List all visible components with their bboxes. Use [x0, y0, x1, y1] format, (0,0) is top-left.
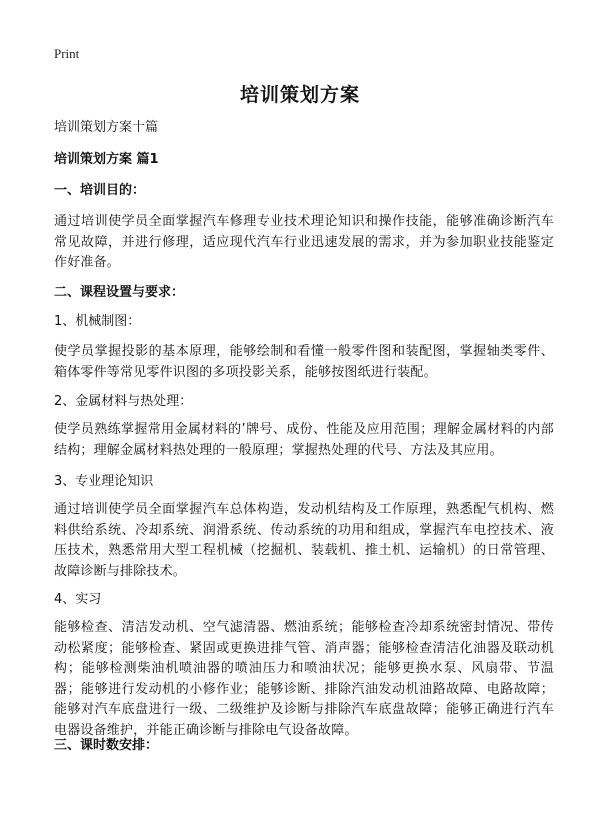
section3-heading: 三、课时数安排：	[54, 738, 159, 753]
document-title: 培训策划方案	[239, 84, 360, 106]
item1-paragraph: 使学员掌握投影的基本原理，能够绘制和看懂一般零件图和装配图，掌握轴类零件、箱体零件等常见零件识图的多项投影关系，能够按图纸进行装配。	[54, 344, 554, 380]
item3-paragraph: 通过培训使学员全面掌握汽车总体构造，发动机结构及工作原理，熟悉配气机构、燃料供给系统、冷却系统、润滑系统、传动系统的功用和组成，掌握汽车电控技术、液压技术，熟悉常用大型工程机械（挖掘机、装载机、推土机、运输机）的日常管理、故障诊断与排除技术。	[54, 502, 554, 579]
item2-paragraph: 使学员熟练掌握常用金属材料的’牌号、成份、性能及应用范围；理解金属材料的内部结构；理解金属材料热处理的一般原理；掌握热处理的代号、方法及其应用。	[54, 422, 554, 458]
item1-label: 1、机械制图：	[54, 314, 141, 329]
section1-paragraph: 通过培训使学员全面掌握汽车修理专业技术理论知识和操作技能，能够准确诊断汽车常见故障，并进行修理，适应现代汽车行业迅速发展的需求，并为参加职业技能鉴定作好准备。	[54, 214, 554, 270]
print-label: Print	[54, 46, 80, 61]
section2-heading: 二、课程设置与要求：	[54, 285, 185, 300]
item3-label: 3、专业理论知识	[54, 474, 154, 489]
document-subtitle: 培训策划方案十篇	[54, 120, 159, 135]
item4-label: 4、实习	[54, 592, 102, 607]
chapter-heading: 培训策划方案 篇1	[54, 152, 159, 167]
item4-paragraph: 能够检查、清洁发动机、空气滤清器、燃油系统；能够检查冷却系统密封情况、带传动松紧度；能够检查、紧固或更换进排气管、消声器；能够检查清洁化油器及联动机构；能够检测柴油机喷油器的喷油压力和喷油状况；能够更换水泵、风扇带、节温器；能够进行发动机的小修作业；能够诊断、排除汽油发动机油路故障、电路故障；能够对汽车底盘进行一级、二级维护及诊断与排除汽车底盘故障；能够正确进行汽车电器设备维护，并能正确诊断与排除电气设备故障。	[54, 620, 554, 738]
section1-heading: 一、培训目的：	[54, 183, 146, 198]
item2-label: 2、金属材料与热处理：	[54, 394, 193, 409]
